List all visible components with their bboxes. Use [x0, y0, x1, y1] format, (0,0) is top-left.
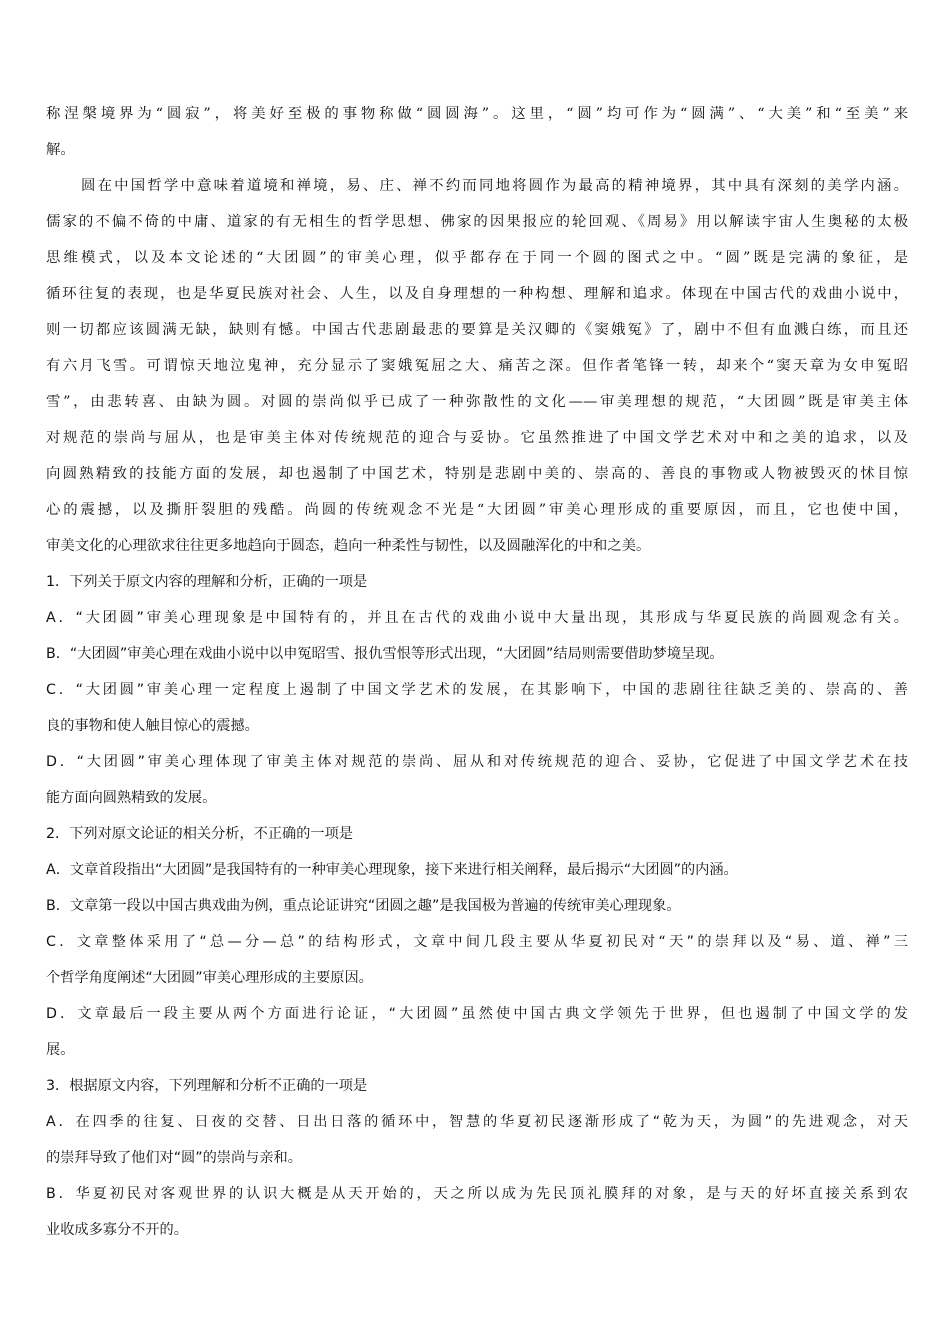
passage-line: 对规范的崇尚与屈从，也是审美主体对传统规范的迎合与妥协。它虽然推进了中国文学艺术对中和之美的追求，以及 [46, 430, 908, 446]
passage-line: 审美文化的心理欲求往往更多地趋向于圆态，趋向一种柔性与韧性，以及圆融浑化的中和之美。 [46, 538, 651, 554]
question-1-option-b: B．“大团圆”审美心理在戏曲小说中以申冤昭雪、报仇雪恨等形式出现，“大团圆”结局则需要借助梦境呈现。 [46, 646, 724, 662]
question-2-option-c-cont: 个哲学角度阐述“大团圆”审美心理形成的主要原因。 [46, 970, 373, 986]
question-1-option-a: A．“大团圆”审美心理现象是中国特有的，并且在古代的戏曲小说中大量出现，其形成与华夏民族的尚圆观念有关。 [46, 610, 908, 626]
question-1-stem: 1．下列关于原文内容的理解和分析，正确的一项是 [46, 574, 368, 590]
questions [46, 564, 908, 1248]
question-3-option-b-cont: 业收成多寡分不开的。 [46, 1222, 188, 1238]
question-3-option-a-cont: 的崇拜导致了他们对“圆”的崇尚与亲和。 [46, 1150, 302, 1166]
passage-line: 则一切都应该圆满无缺，缺则有憾。中国古代悲剧最悲的要算是关汉卿的《窦娥冤》了，剧中不但有血溅白练，而且还 [46, 322, 908, 338]
passage-line: 雪”，由悲转喜、由缺为圆。对圆的崇尚似乎已成了一种弥散性的文化——审美理想的规范，“大团圆”既是审美主体 [46, 394, 908, 410]
document-page [46, 96, 908, 1248]
passage-paragraph-start: 圆在中国哲学中意味着道境和禅境，易、庄、禅不约而同地将圆作为最高的精神境界，其中具有深刻的美学内涵。 [81, 178, 908, 194]
passage-line: 循环往复的表现，也是华夏民族对社会、人生，以及自身理想的一种构想、理解和追求。体现在中国古代的戏曲小说中， [46, 286, 908, 302]
passage-line: 有六月飞雪。可谓惊天地泣鬼神，充分显示了窦娥冤屈之大、痛苦之深。但作者笔锋一转，却来个“窦天章为女申冤昭 [46, 358, 908, 374]
passage-line: 向圆熟精致的技能方面的发展，却也遏制了中国艺术，特别是悲剧中美的、崇高的、善良的事物或人物被毁灭的怵目惊 [46, 466, 908, 482]
passage-line: 思维模式，以及本文论述的“大团圆”的审美心理，似乎都存在于同一个圆的图式之中。“圆”既是完满的象征，是 [46, 250, 908, 266]
question-3-stem: 3．根据原文内容，下列理解和分析不正确的一项是 [46, 1078, 368, 1094]
question-2-stem: 2．下列对原文论证的相关分析，不正确的一项是 [46, 826, 353, 842]
question-2-option-a: A．文章首段指出“大团圆”是我国特有的一种审美心理现象，接下来进行相关阐释，最后揭示“大团圆”的内涵。 [46, 862, 738, 878]
question-2-option-b: B．文章第一段以中国古典戏曲为例，重点论证讲究“团圆之趣”是我国极为普遍的传统审美心理现象。 [46, 898, 681, 914]
question-3-option-a: A．在四季的往复、日夜的交替、日出日落的循环中，智慧的华夏初民逐渐形成了“乾为天，为圆”的先进观念，对天 [46, 1114, 908, 1130]
question-2-option-c: C．文章整体采用了“总—分—总”的结构形式，文章中间几段主要从华夏初民对“天”的崇拜以及“易、道、禅”三 [46, 934, 908, 950]
passage-line: 称涅槃境界为“圆寂”，将美好至极的事物称做“圆圆海”。这里，“圆”均可作为“圆满”、“大美”和“至美”来 [46, 106, 908, 122]
question-1-option-c-cont: 良的事物和使人触目惊心的震撼。 [46, 718, 259, 734]
question-2-option-d-cont: 展。 [46, 1042, 75, 1058]
question-1-option-d: D．“大团圆”审美心理体现了审美主体对规范的崇尚、屈从和对传统规范的迎合、妥协，它促进了中国文学艺术在技 [46, 754, 908, 770]
question-3-option-b: B．华夏初民对客观世界的认识大概是从天开始的，天之所以成为先民顶礼膜拜的对象，是与天的好坏直接关系到农 [46, 1186, 908, 1202]
passage-line: 解。 [46, 142, 75, 158]
question-1-option-d-cont: 能方面向圆熟精致的发展。 [46, 790, 217, 806]
passage-line: 心的震撼，以及撕肝裂胆的残酷。尚圆的传统观念不光是“大团圆”审美心理形成的重要原因，而且，它也使中国， [46, 502, 908, 518]
question-2-option-d: D．文章最后一段主要从两个方面进行论证，“大团圆”虽然使中国古典文学领先于世界，但也遏制了中国文学的发 [46, 1006, 908, 1022]
question-1-option-c: C．“大团圆”审美心理一定程度上遏制了中国文学艺术的发展，在其影响下，中国的悲剧往往缺乏美的、崇高的、善 [46, 682, 908, 698]
passage-line: 儒家的不偏不倚的中庸、道家的有无相生的哲学思想、佛家的因果报应的轮回观、《周易》用以解读宇宙人生奥秘的太极 [46, 214, 908, 230]
passage [46, 96, 908, 564]
